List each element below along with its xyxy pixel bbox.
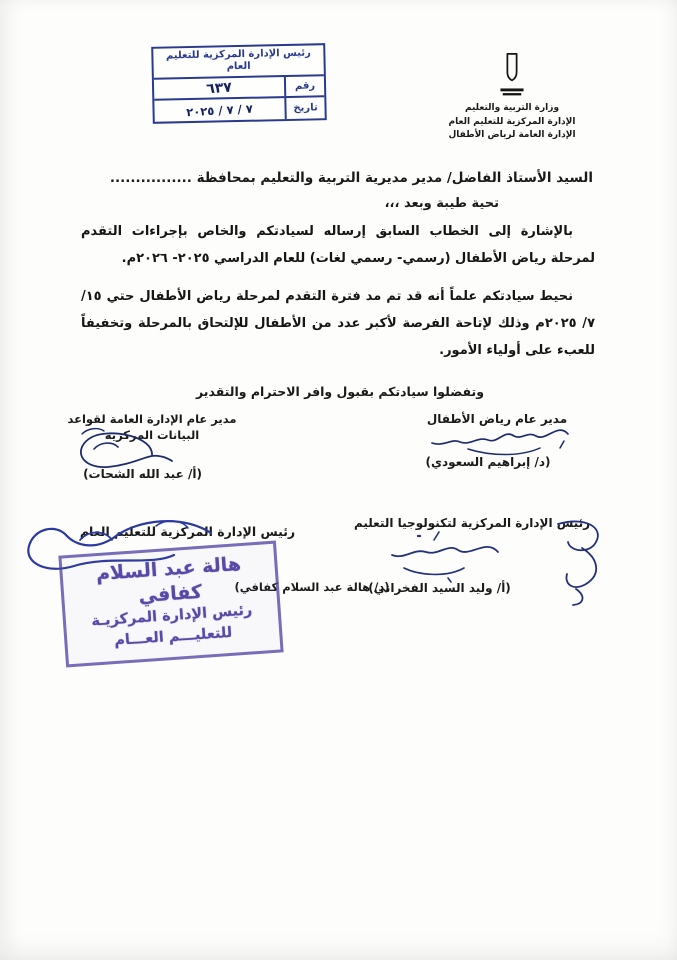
- body-paragraph-1: بالإشارة إلى الخطاب السابق إرساله لسيادتكم والخاص بإجراءات التقدم لمرحلة رياض الأطفال (رسمي- رسمي لغات) للعام الدراسي ٢٠٢٥- ٢٠٢٦م.: [81, 224, 595, 266]
- stamp-name-line: هالة عبد السلام كفافي: [95, 553, 242, 607]
- greeting-line: تحية طيبة وبعد ،،،: [384, 196, 499, 211]
- reference-stamp-title: رئيس الإدارة المركزية للتعليم العام: [153, 45, 324, 80]
- ministry-line-2: الإدارة المركزية للتعليم العام: [448, 116, 576, 127]
- stamp-title-line1: رئيس الإدارة المركزيـة: [90, 602, 253, 630]
- ministry-line-3: الإدارة العامة لرياض الأطفال: [448, 130, 576, 140]
- date-label: تاريخ: [284, 97, 324, 119]
- body-paragraph-2: نحيط سيادتكم علماً أنه قد تم مد فترة التقدم لمرحلة رياض الأطفال حتي ١٥/ ٧/ ٢٠٢٥م وذلك لإتاحة الفرصة لأكبر عدد من الأطفال للإلتحاق بالمرحلة وتخفيفاً للعبء على أولياء الأمور.: [81, 289, 595, 358]
- technology-head-name: (أ/ وليد السيد الفخراني): [368, 581, 511, 595]
- reference-date-row: [154, 97, 324, 122]
- general-education-head-name: (د/ هالة عبد السلام كفافي): [234, 580, 390, 594]
- ministry-header: [428, 102, 596, 143]
- closing-line: وتفضلوا سيادتكم بقبول وافر الاحترام والتقدير: [196, 384, 484, 399]
- handwritten-date: ٧ / ٧ / ٢٠٢٥: [185, 101, 254, 119]
- technology-head-flourish: [540, 512, 612, 614]
- handwritten-number: ٦٣٧: [205, 79, 233, 97]
- technology-head-title: رئيس الإدارة المركزية لتكنولوجيا التعليم: [353, 516, 591, 530]
- database-director-title-line1: مدير عام الإدارة العامة لقواعد: [67, 412, 237, 426]
- egypt-eagle-emblem-icon: [483, 40, 541, 104]
- database-director-name: (أ/ عبد الله الشحات): [83, 467, 202, 481]
- kindergarten-director-title: مدير عام رياض الأطفال: [426, 412, 568, 426]
- ministry-line-1: وزارة التربية والتعليم: [464, 103, 560, 113]
- kindergarten-director-name: (د/ إبراهيم السعودي): [425, 455, 551, 469]
- official-rubber-stamp: [58, 541, 283, 668]
- database-director-title-line2: البيانات المركزية: [104, 428, 200, 443]
- salutation-line: السيد الأستاذ الفاضل/ مدير مديرية التربية والتعليم بمحافظة ................: [109, 170, 593, 186]
- reference-stamp-box: [151, 43, 327, 124]
- stamp-title-line2: للتعليـــم العـــام: [113, 625, 233, 650]
- general-education-head-title: رئيس الإدارة المركزية للتعليم العام: [79, 524, 296, 539]
- number-label: رقم: [284, 76, 324, 96]
